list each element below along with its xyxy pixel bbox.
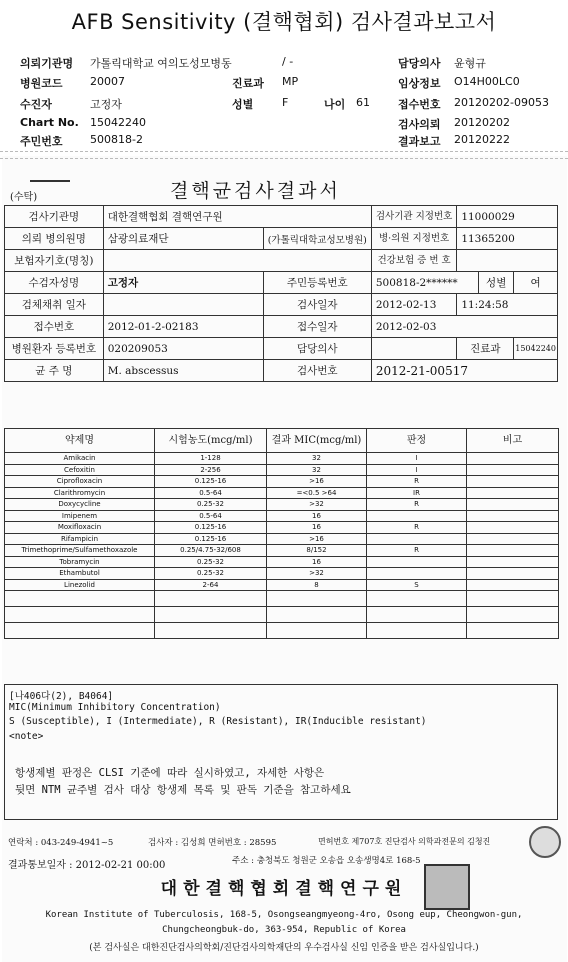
- table-cell: 0.25-32: [155, 499, 267, 511]
- report-date: 결과통보일자 : 2012-02-21 00:00: [8, 860, 166, 871]
- table-row: [5, 522, 559, 534]
- table-cell: I: [367, 464, 467, 476]
- table-cell: [467, 487, 559, 499]
- table-cell: Imipenem: [5, 510, 155, 522]
- chart-no-label: Chart No.: [20, 116, 79, 129]
- table-row: [5, 607, 559, 623]
- table-cell: [467, 579, 559, 591]
- table-cell: [467, 533, 559, 545]
- cell-label: 검사일자: [263, 294, 371, 316]
- table-cell: [267, 607, 367, 623]
- age-value: 61: [356, 96, 370, 109]
- table-cell: =<0.5 >64: [267, 487, 367, 499]
- table-cell: [367, 568, 467, 580]
- doctor-label: 담당의사: [398, 57, 441, 70]
- table-cell: Doxycycline: [5, 499, 155, 511]
- examiner-info: 검사자 : 김성희 면허번호 : 28595: [148, 838, 277, 848]
- table-cell: Amikacin: [5, 453, 155, 465]
- table-cell: 0.25/4.75-32/608: [155, 545, 267, 557]
- cell-value: [103, 294, 263, 316]
- table-cell: [467, 464, 559, 476]
- chart-no-value: 15042240: [90, 116, 146, 129]
- report-date-value: 20120222: [454, 133, 510, 146]
- table-cell: 1-128: [155, 453, 267, 465]
- table-cell: R: [367, 499, 467, 511]
- copy-label: (수탁): [10, 192, 38, 203]
- table-cell: [5, 607, 155, 623]
- table-cell: 0.25-32: [155, 568, 267, 580]
- table-cell: >32: [267, 568, 367, 580]
- inst-label: 의뢰기관명: [20, 57, 74, 70]
- report-title: 결핵균검사결과서: [170, 180, 341, 202]
- cell-label: 균 주 명: [5, 360, 104, 382]
- cell-label: 담당의사: [263, 338, 371, 360]
- cell-value: 11000029: [457, 206, 558, 228]
- table-cell: 8: [267, 579, 367, 591]
- table-cell: 0.5-64: [155, 487, 267, 499]
- table-cell: I: [367, 453, 467, 465]
- column-header: 약제명: [5, 429, 155, 453]
- table-cell: 2-256: [155, 464, 267, 476]
- table-cell: [467, 556, 559, 568]
- table-cell: >16: [267, 476, 367, 488]
- cell-value: 2012-01-2-02183: [103, 316, 263, 338]
- table-cell: 16: [267, 510, 367, 522]
- column-header: 판정: [367, 429, 467, 453]
- certification-note: (본 검사실은 대한진단검사의학회/진단검사의학재단의 우수검사실 신임 인증을 받은 검사실입니다.): [89, 943, 479, 953]
- cell-label: 보험자기호(명칭): [5, 250, 104, 272]
- dept-value: MP: [282, 75, 299, 88]
- table-cell: [367, 591, 467, 607]
- notes-box: [4, 684, 558, 820]
- table-cell: Cefoxitin: [5, 464, 155, 476]
- patient-value: 고정자: [90, 98, 122, 111]
- dept-label: 진료과: [232, 77, 264, 90]
- clinical-info-label: 임상정보: [398, 77, 441, 90]
- org-name: 대한결핵협회결핵연구원: [160, 879, 408, 899]
- table-cell: [367, 510, 467, 522]
- table-cell: [267, 623, 367, 639]
- table-cell: 16: [267, 522, 367, 534]
- table-cell: 0.25-32: [155, 556, 267, 568]
- divider: [0, 151, 568, 152]
- table-row: [5, 579, 559, 591]
- table-row: [5, 556, 559, 568]
- table-cell: [467, 499, 559, 511]
- cell-value: 삼광의료재단: [103, 228, 263, 250]
- cell-value: 2012-02-03: [371, 316, 557, 338]
- address-en: Chungcheongbuk-do, 363-954, Republic of Korea: [162, 925, 406, 935]
- age-label: 나이: [324, 98, 346, 111]
- table-cell: 2-64: [155, 579, 267, 591]
- cell-label: 검사기관명: [5, 206, 104, 228]
- table-cell: 32: [267, 453, 367, 465]
- table-cell: [467, 591, 559, 607]
- table-cell: 8/152: [267, 545, 367, 557]
- column-header: 시험농도(mcg/ml): [155, 429, 267, 453]
- table-row: [5, 453, 559, 465]
- table-cell: [155, 591, 267, 607]
- mic-table: [4, 428, 559, 639]
- column-header: 비고: [467, 429, 559, 453]
- table-cell: 0.125-16: [155, 533, 267, 545]
- divider: [30, 180, 70, 182]
- cell-label: 검체채취 일자: [5, 294, 104, 316]
- cell-value: 15042240: [514, 338, 558, 360]
- cell-label: 성별: [479, 272, 514, 294]
- note-line: MIC(Minimum Inhibitory Concentration): [9, 702, 221, 713]
- table-cell: 0.125-16: [155, 522, 267, 534]
- cell-value: 2012-21-00517: [371, 360, 557, 382]
- note-line: [나406다(2), B4064]: [9, 691, 114, 702]
- license-info: 면허번호 제707호 진단검사 의학과전문의 김청진: [318, 837, 491, 846]
- table-row: [5, 510, 559, 522]
- rrn-label: 주민번호: [20, 135, 63, 148]
- table-row: [5, 499, 559, 511]
- cell-value: 11:24:58: [457, 294, 558, 316]
- table-cell: [155, 607, 267, 623]
- page-title: AFB Sensitivity (결핵협회) 검사결과보고서: [71, 10, 497, 34]
- hospital-code-value: 20007: [90, 75, 125, 88]
- address-en: Korean Institute of Tuberculosis, 168-5, Osongseangmyeong-4ro, Osong eup, Cheongwon-gun,: [45, 910, 523, 920]
- inst-value: 가톨릭대학교 여의도성모병동: [90, 57, 232, 70]
- table-cell: [467, 607, 559, 623]
- request-date-value: 20120202: [454, 116, 510, 129]
- table-cell: [5, 623, 155, 639]
- cell-label: 병·의원 지정번호: [371, 228, 456, 250]
- rrn-value: 500818-2: [90, 133, 143, 146]
- table-row: [5, 533, 559, 545]
- table-cell: [467, 522, 559, 534]
- cell-value: [371, 338, 456, 360]
- cell-value: 고정자: [103, 272, 263, 294]
- receipt-no-label: 접수번호: [398, 98, 441, 111]
- table-cell: 32: [267, 464, 367, 476]
- cell-label: 검사번호: [263, 360, 371, 382]
- table-cell: [267, 591, 367, 607]
- table-cell: Trimethoprime/Sulfamethoxazole: [5, 545, 155, 557]
- table-cell: >16: [267, 533, 367, 545]
- sex-label: 성별: [232, 98, 254, 111]
- table-cell: [467, 545, 559, 557]
- clinical-info-value: O14H00LC0: [454, 75, 520, 88]
- official-seal: [424, 864, 470, 910]
- table-cell: 0.125-16: [155, 476, 267, 488]
- table-cell: R: [367, 545, 467, 557]
- table-cell: [467, 623, 559, 639]
- table-cell: R: [367, 476, 467, 488]
- table-row: [5, 464, 559, 476]
- table-row: [5, 545, 559, 557]
- note-line: S (Susceptible), I (Intermediate), R (Resistant), IR(Inducible resistant): [9, 716, 427, 727]
- address-kr: 주소 : 충청북도 청원군 오송읍 오송생명4로 168-5: [232, 856, 421, 866]
- mic-table-body: [5, 453, 559, 639]
- table-cell: R: [367, 522, 467, 534]
- column-header: 결과 MIC(mcg/ml): [267, 429, 367, 453]
- table-cell: Tobramycin: [5, 556, 155, 568]
- table-cell: Rifampicin: [5, 533, 155, 545]
- sex-value: F: [282, 96, 289, 109]
- cell-label: 접수일자: [263, 316, 371, 338]
- note-line: 뒷면 NTM 균주별 검사 대상 항생제 목록 및 판독 기준을 참고하세요: [15, 784, 351, 796]
- cell-value: [103, 250, 371, 272]
- patient-label: 수진자: [20, 98, 52, 111]
- cell-value: 대한결핵협회 결핵연구원: [103, 206, 371, 228]
- cell-label: 건강보험 증 번 호: [371, 250, 456, 272]
- table-row: [5, 487, 559, 499]
- table-cell: >32: [267, 499, 367, 511]
- cell-value: (가톨릭대학교성모병원): [263, 228, 371, 250]
- receipt-no-value: 20120202-09053: [454, 96, 549, 109]
- divider: [0, 158, 568, 159]
- table-cell: Clarithromycin: [5, 487, 155, 499]
- table-cell: Ciprofloxacin: [5, 476, 155, 488]
- cell-value: 11365200: [457, 228, 558, 250]
- seal-stamp: [529, 826, 561, 858]
- table-cell: [367, 623, 467, 639]
- table-cell: [367, 607, 467, 623]
- table-cell: Moxifloxacin: [5, 522, 155, 534]
- table-row: [5, 591, 559, 607]
- table-cell: [155, 623, 267, 639]
- inst-extra: / -: [282, 55, 294, 68]
- cell-value: 500818-2******: [371, 272, 478, 294]
- table-cell: IR: [367, 487, 467, 499]
- cell-label: 진료과: [457, 338, 514, 360]
- note-line: 항생제별 판정은 CLSI 기준에 따라 실시하였고, 자세한 사항은: [15, 767, 325, 779]
- report-date-label: 결과보고: [398, 135, 441, 148]
- table-cell: [5, 591, 155, 607]
- cell-value: 2012-02-13: [371, 294, 456, 316]
- cell-value: [457, 250, 558, 272]
- table-row: [5, 476, 559, 488]
- table-row: [5, 568, 559, 580]
- cell-label: 주민등록번호: [263, 272, 371, 294]
- info-table: [4, 205, 558, 382]
- table-cell: [367, 556, 467, 568]
- doctor-value: 윤형규: [454, 57, 486, 70]
- table-row: [5, 623, 559, 639]
- table-cell: 0.5-64: [155, 510, 267, 522]
- cell-label: 접수번호: [5, 316, 104, 338]
- cell-value: 020209053: [103, 338, 263, 360]
- cell-label: 검사기관 지정번호: [371, 206, 456, 228]
- table-cell: S: [367, 579, 467, 591]
- table-cell: 16: [267, 556, 367, 568]
- hospital-code-label: 병원코드: [20, 77, 63, 90]
- cell-label: 병원환자 등록번호: [5, 338, 104, 360]
- cell-label: 수검자성명: [5, 272, 104, 294]
- cell-value: 여: [514, 272, 558, 294]
- cell-label: 의뢰 병의원명: [5, 228, 104, 250]
- table-cell: [467, 568, 559, 580]
- request-date-label: 검사의뢰: [398, 118, 441, 131]
- table-cell: Ethambutol: [5, 568, 155, 580]
- table-cell: Linezolid: [5, 579, 155, 591]
- table-cell: [467, 476, 559, 488]
- contact-info: 연락처 : 043-249-4941~5: [8, 838, 114, 848]
- table-cell: [367, 533, 467, 545]
- note-line: <note>: [9, 731, 44, 742]
- table-cell: [467, 510, 559, 522]
- table-cell: [467, 453, 559, 465]
- cell-value: M. abscessus: [103, 360, 263, 382]
